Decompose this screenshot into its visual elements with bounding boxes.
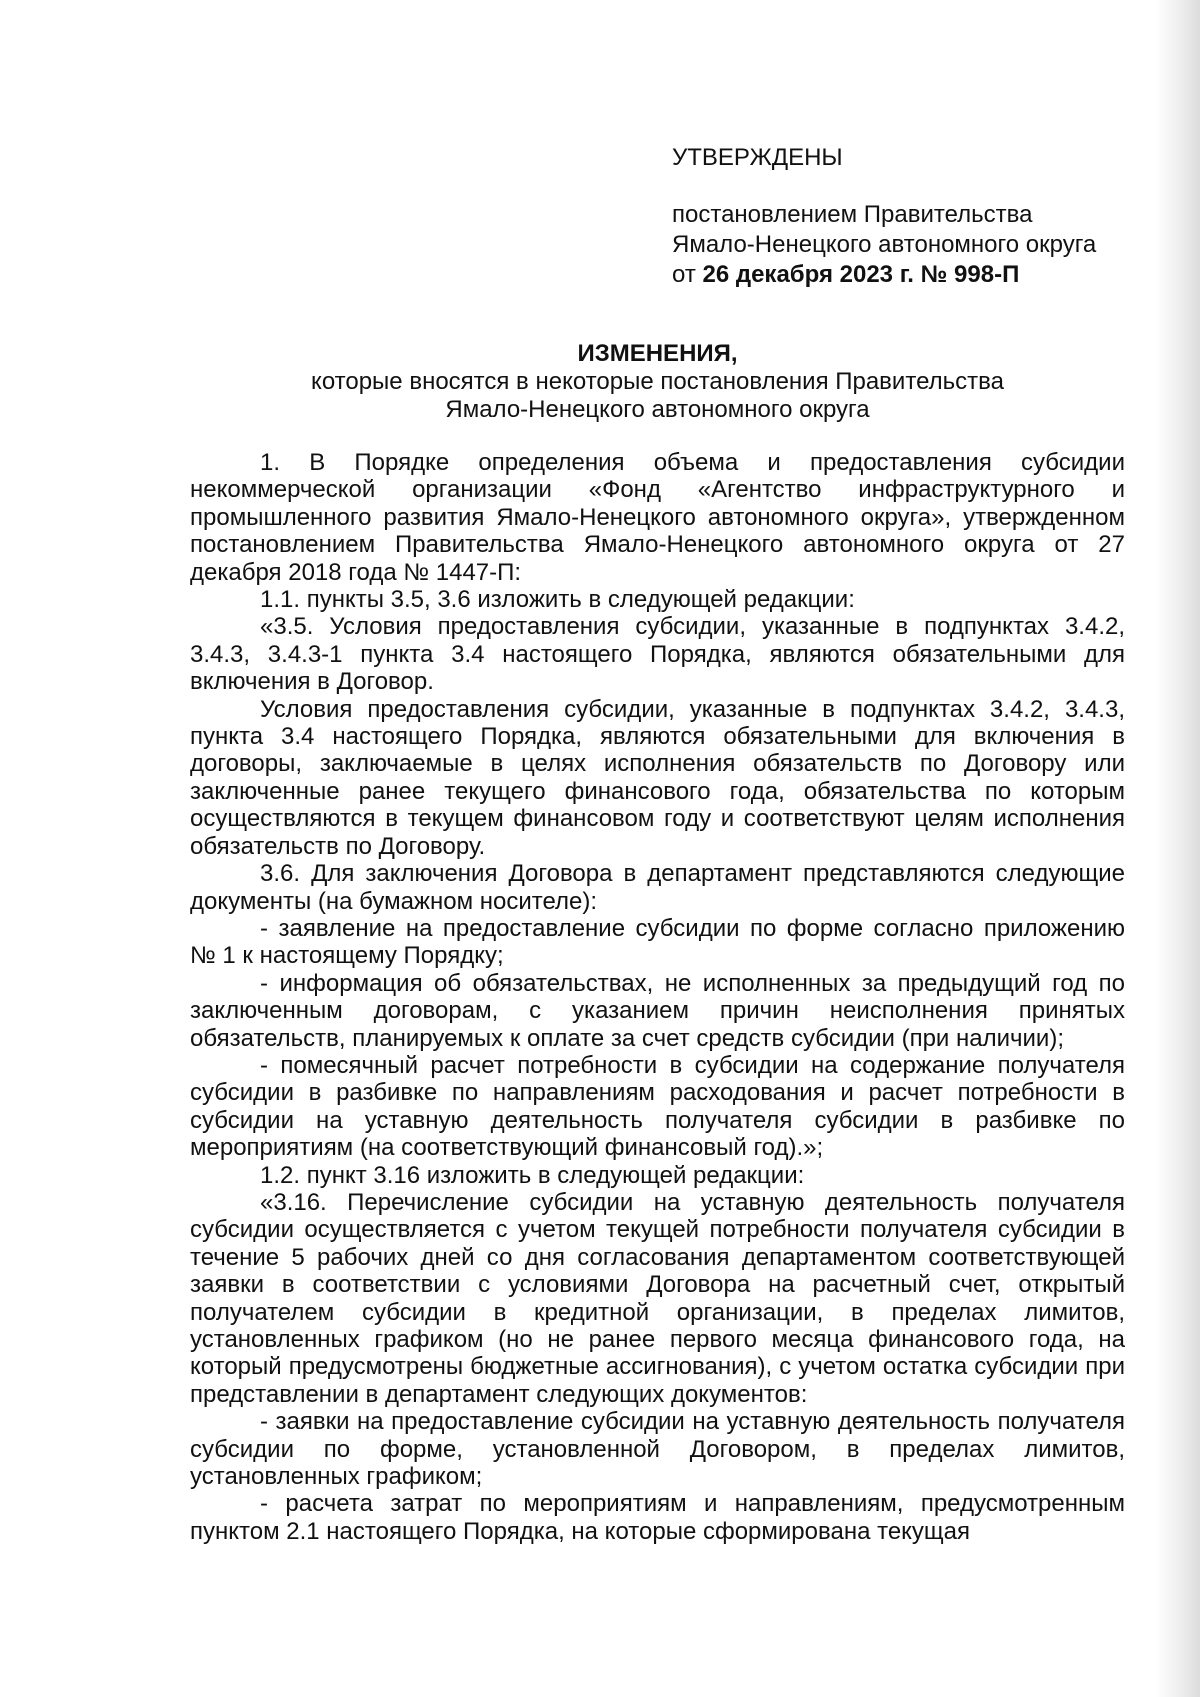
list-item-application: - заявление на предоставление субсидии по форме согласно приложению № 1 к настоящему Порядку; [190, 914, 1125, 970]
approval-date: 26 декабря 2023 г. № 998-П [702, 261, 1020, 288]
paragraph-1: 1. В Порядке определения объема и предоставления субсидии некоммерческой организации «Фонд «Агентство инфраструктурного и промышленного развития Ямало-Ненецкого автономного округа», утвержденном постановлением Правительства Ямало-Ненецкого автономного округа от 27 декабря 2018 года № 1447-П: [190, 449, 1125, 586]
list-item-monthly-calculation: - помесячный расчет потребности в субсидии на содержание получателя субсидии в разбивке по направлениям расходования и расчет потребности в субсидии на уставную деятельность получателя субсидии в разбивке по мероприятиям (на соответствующий финансовый год).»; [190, 1051, 1125, 1162]
approval-date-line [672, 260, 1132, 290]
list-item-cost-calculation: - расчета затрат по мероприятиям и направлениям, предусмотренным пунктом 2.1 настоящего Порядка, на которые сформирована текущая [190, 1490, 1125, 1545]
paragraph-1-2: 1.2. пункт 3.16 изложить в следующей редакции: [260, 1161, 805, 1189]
document-subtitle-line-2: Ямало-Ненецкого автономного округа [445, 396, 870, 423]
list-item-obligations: - информация об обязательствах, не исполненных за предыдущий год по заключенным договорам, с указанием причин неисполнения принятых обязательств, планируемых к оплате за счет средств субсидии (при наличии); [190, 969, 1125, 1052]
paragraph-3-16: «3.16. Перечисление субсидии на уставную деятельность получателя субсидии осуществляется с учетом текущей потребности получателя субсидии в течение 5 рабочих дней со дня согласования департаментом соответствующей заявки в соответствии с условиями Договора на расчетный счет, открытый получателем субсидии в кредитной организации, в пределах лимитов, установленных графиком (но не ранее первого месяца финансового года, на который предусмотрены бюджетные ассигнования), с учетом остатка субсидии при представлении в департамент следующих документов: [190, 1188, 1125, 1408]
list-item-requests: - заявки на предоставление субсидии на уставную деятельность получателя субсидии по форме, установленной Договором, в пределах лимитов, установленных графиком; [190, 1408, 1125, 1491]
approval-date-prefix: от [672, 261, 703, 288]
approval-line-2: Ямало-Ненецкого автономного округа [672, 231, 1097, 258]
paragraph-3-6: 3.6. Для заключения Договора в департамент представляются следующие документы (на бумажном носителе): [190, 860, 1125, 915]
document-subtitle-line-1: которые вносятся в некоторые постановления Правительства [311, 368, 1004, 395]
document-body [190, 449, 1125, 1545]
approval-block [672, 143, 1132, 290]
scan-page-edge [1156, 0, 1200, 1697]
approval-line-1: постановлением Правительства [672, 201, 1033, 228]
paragraph-3-5: «3.5. Условия предоставления субсидии, указанные в подпунктах 3.4.2, 3.4.3, 3.4.3-1 пункта 3.4 настоящего Порядка, являются обязательными для включения в Договор. [190, 613, 1125, 696]
approval-title: УТВЕРЖДЕНЫ [672, 144, 843, 171]
document-heading [190, 340, 1125, 424]
document-title: ИЗМЕНЕНИЯ, [577, 340, 738, 367]
paragraph-1-1: 1.1. пункты 3.5, 3.6 изложить в следующей редакции: [260, 586, 855, 614]
paragraph-conditions: Условия предоставления субсидии, указанные в подпунктах 3.4.2, 3.4.3, пункта 3.4 настоящего Порядка, являются обязательными для включения в договоры, заключаемые в целях исполнения обязательств по Договору или заключенные ранее текущего финансового года, обязательства по которым осуществляются в текущем финансовом году и соответствуют целям исполнения обязательств по Договору. [190, 695, 1125, 860]
